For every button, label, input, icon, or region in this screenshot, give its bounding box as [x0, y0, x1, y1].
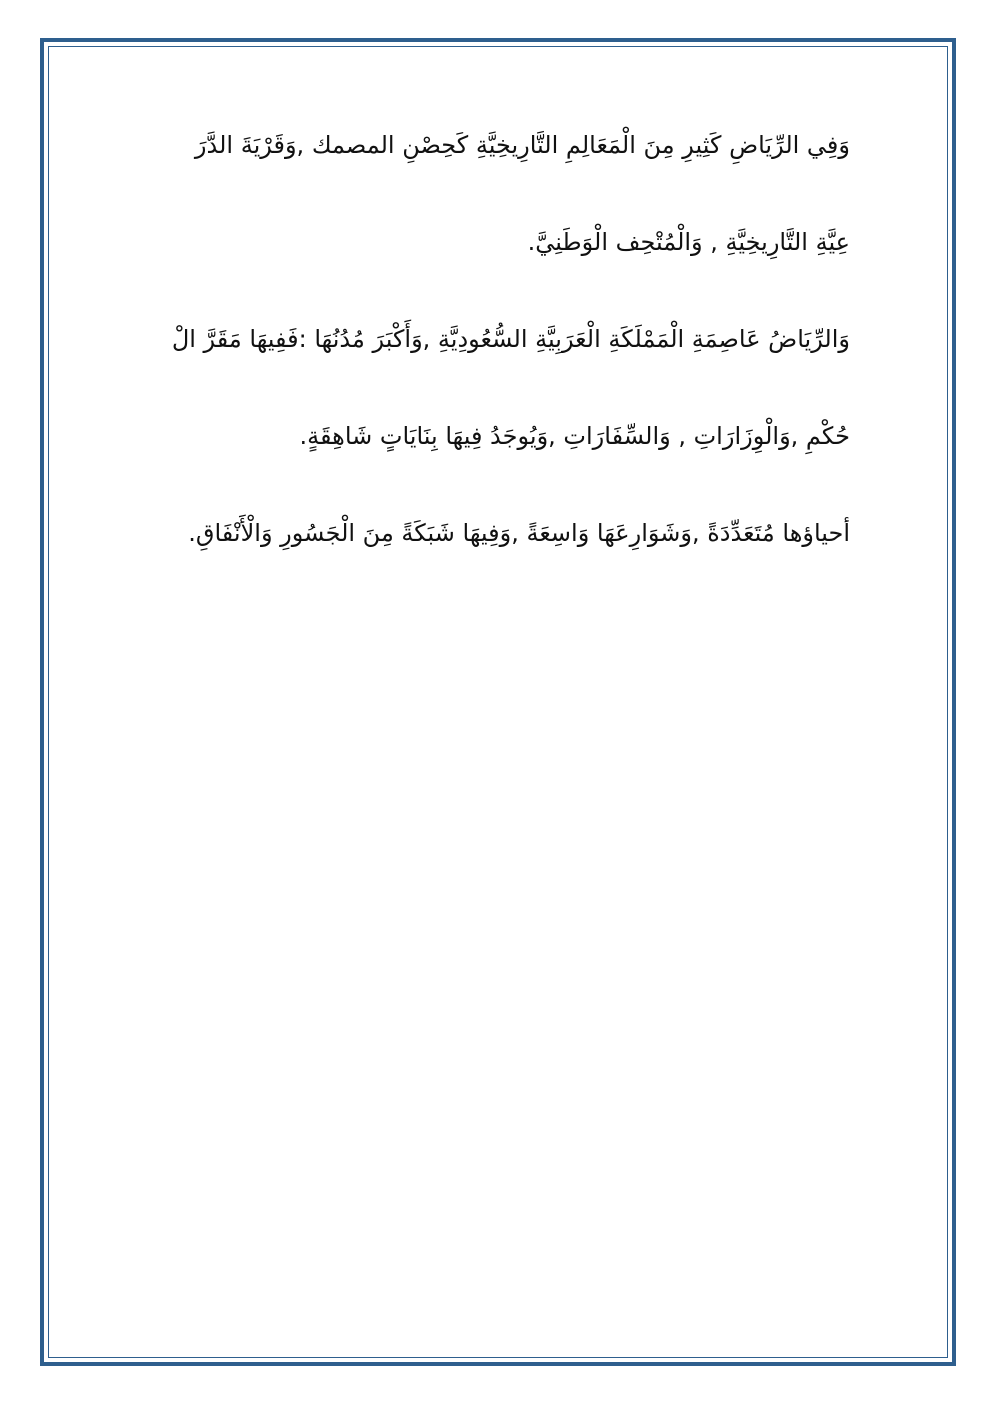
passage-line-1: وَفِي الرِّيَاضِ كَثِيرِ مِنَ الْمَعَالِمِ التَّارِيخِيَّةِ كَحِصْنِ المصمك ,وَقَرْيَةَ الدَّرَ: [194, 131, 850, 159]
reading-passage: [140, 118, 850, 603]
passage-line-5: أحياؤها مُتَعَدِّدَةً ,وَشَوَارِعَهَا وَاسِعَةً ,وَفِيهَا شَبَكَةً مِنَ الْجَسُورِ وَالْأَنْفَاقِ.: [188, 519, 850, 547]
passage-line-4: حُكْمِ ,وَالْوِزَارَاتِ , وَالسِّفَارَاتِ ,وَيُوجَدُ فِيهَا بِنَايَاتٍ شَاهِقَةٍ.: [299, 422, 850, 450]
passage-line-2: عِيَّةِ التَّارِيخِيَّةِ , وَالْمُتْحِف الْوَطَنِيَّ.: [527, 228, 850, 256]
passage-line-3: وَالرِّيَاضُ عَاصِمَةِ الْمَمْلَكَةِ الْعَرَبِيَّةِ السُّعُودِيَّةِ ,وَأَكْبَرَ مُدُنُهَا :فَفِيهَا مَقَرَّ الْ: [171, 325, 850, 353]
